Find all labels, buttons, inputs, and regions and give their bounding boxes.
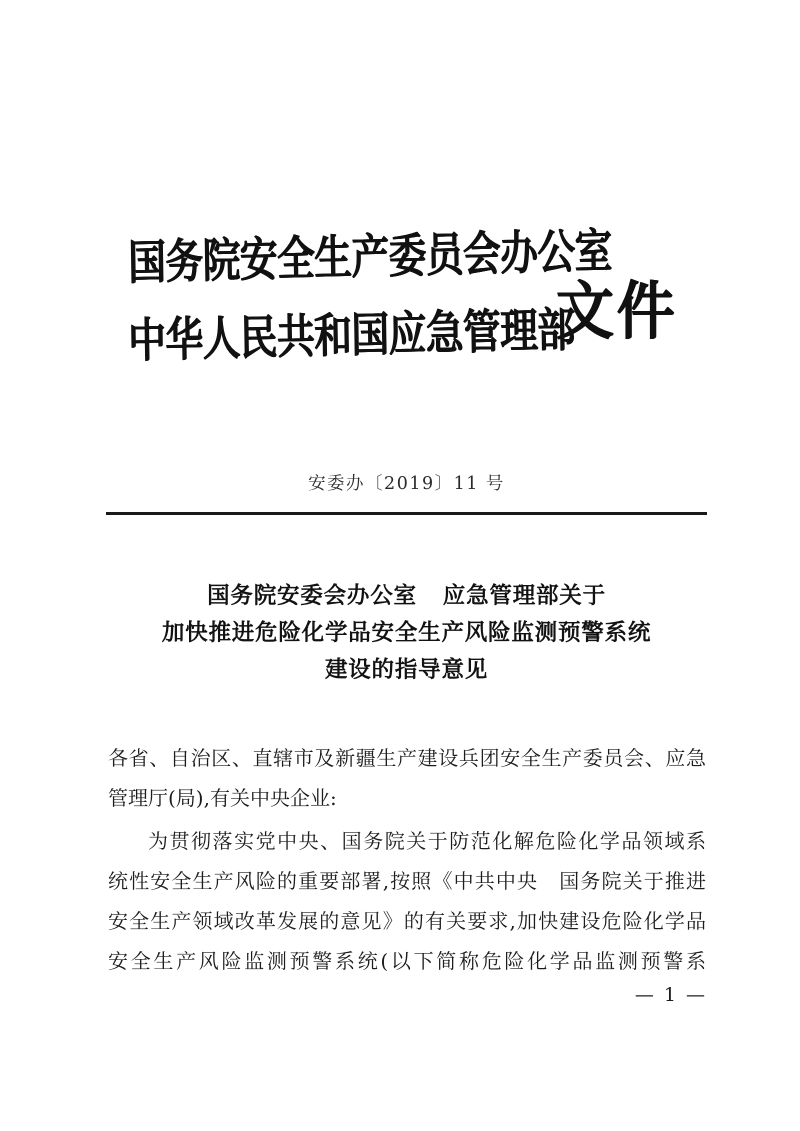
title-line-3: 建设的指导意见	[324, 657, 489, 683]
masthead-separator-rule	[106, 512, 707, 515]
document-title	[106, 578, 707, 689]
title-line-1-part-1: 国务院安委会办公室	[207, 583, 417, 609]
recipient-line-1: 各省、自治区、直辖市及新疆生产建设兵团安全生产委员会、应急	[108, 746, 706, 770]
document-number: 安委办〔2019〕11 号	[308, 474, 505, 494]
body-paragraph-1-line-4: 安全生产风险监测预警系统(以下简称危险化学品监测预警系	[108, 949, 706, 973]
masthead-issuing-office-line: 国务院安全生产委员会办公室	[127, 223, 613, 291]
title-line-2: 加快推进危险化学品安全生产风险监测预警系统	[161, 620, 652, 646]
document-body	[108, 738, 706, 981]
recipient-line-2: 管理厅(局),有关中央企业:	[108, 786, 337, 810]
masthead-issuing-ministry-line: 中华人民共和国应急管理部	[127, 302, 576, 369]
title-line-1	[106, 578, 707, 615]
title-line-1-part-2: 应急管理部关于	[442, 583, 606, 609]
body-paragraph-1-line-2: 统性安全生产风险的重要部署,按照《中共中央 国务院关于推进	[108, 869, 706, 893]
body-paragraph-1-line-3: 安全生产领域改革发展的意见》的有关要求,加快建设危险化学品	[108, 909, 706, 933]
document-masthead	[0, 218, 800, 408]
masthead-document-word: 文件	[556, 274, 678, 348]
page-number-footer: — 1 —	[634, 984, 707, 1006]
body-paragraph-1-line-1: 为贯彻落实党中央、国务院关于防范化解危险化学品领域系	[148, 829, 706, 853]
